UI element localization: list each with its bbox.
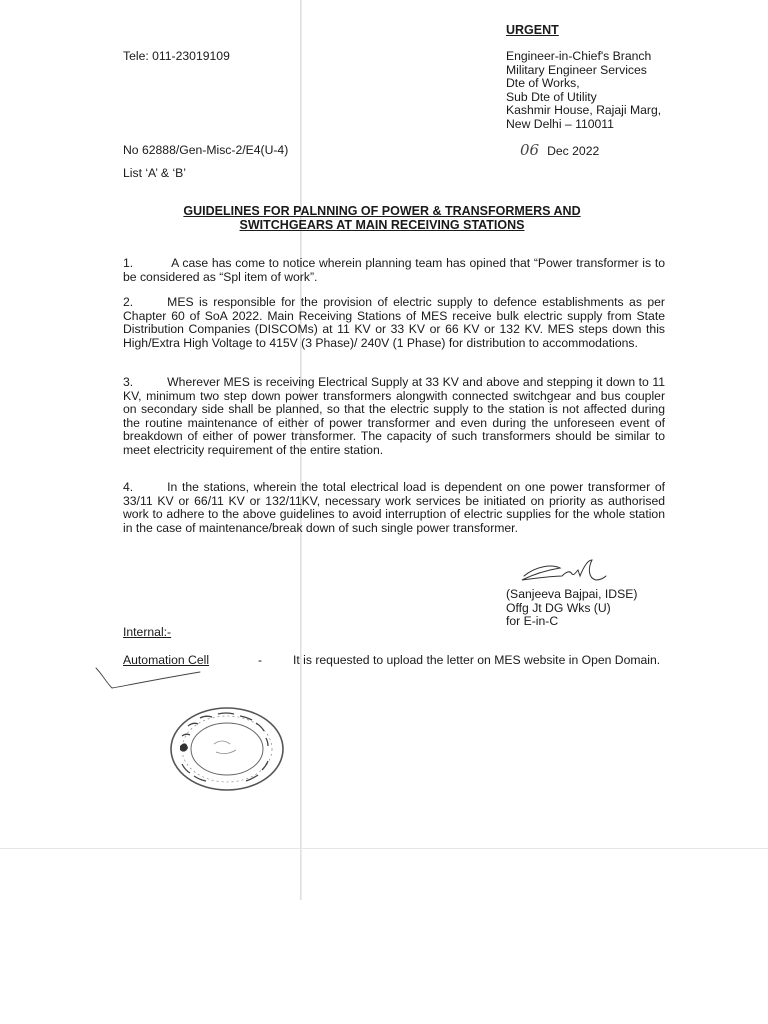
signatory-name: (Sanjeeva Bajpai, IDSE): [506, 587, 638, 601]
distribution-list: List ‘A’ & ‘B’: [123, 166, 186, 180]
paragraph-text: Wherever MES is receiving Electrical Supply at 33 KV and above and stepping it down to 11 KV, minimum two step down power transformers alongwith connected switchgear and bus coupler on secondary side shall be planned, so that the electric supply to the station is not affected during the routine maintenance of either of power transformer and even during the unforeseen event of breakdown of either of power transformer. The capacity of such transformers should be similar to meet electricity requirement of the entire station.: [123, 375, 665, 457]
subject-line: GUIDELINES FOR PALNNING OF POWER & TRANSFORMERS AND: [183, 204, 581, 218]
paragraph-text: MES is responsible for the provision of electric supply to defence establishments as per Chapter 60 of SoA 2022. Main Receiving Stations of MES receive bulk electric supply from State Distribution Companies (DISCOMs) at 11 KV or 33 KV or 66 KV or 132 KV. MES steps down this High/Extra High Voltage to 415V (3 Phase)/ 240V (1 Phase) for distribution to accommodations.: [123, 295, 665, 350]
subject-line: SWITCHGEARS AT MAIN RECEIVING STATIONS: [239, 217, 525, 232]
upload-request-text: It is requested to upload the letter on MES website in Open Domain.: [293, 653, 661, 667]
paragraph-text: A case has come to notice wherein planning team has opined that “Power transformer is to be considered as “Spl item of work”.: [123, 256, 665, 284]
office-address: [506, 50, 661, 132]
office-seal-stamp: [168, 706, 286, 792]
address-line: Dte of Works,: [506, 76, 580, 91]
internal-heading: Internal:-: [123, 625, 172, 639]
reference-number: No 62888/Gen-Misc-2/E4(U-4): [123, 143, 289, 157]
paragraph-2: [123, 296, 665, 350]
address-line: Kashmir House, Rajaji Marg,: [506, 103, 662, 118]
paragraph-number: 1.: [123, 256, 134, 270]
pen-tick-mark: [94, 664, 204, 694]
paragraph-number: 2.: [123, 295, 134, 309]
urgent-label: URGENT: [506, 23, 559, 37]
handwritten-signature: [518, 556, 608, 588]
telephone: Tele: 011-23019109: [123, 49, 230, 63]
address-line: Military Engineer Services: [506, 62, 647, 77]
letter-date: [520, 141, 600, 159]
subject-heading: [123, 205, 641, 232]
signatory-block: [506, 588, 637, 629]
address-line: New Delhi – 110011: [506, 116, 614, 131]
address-line: Sub Dte of Utility: [506, 89, 597, 104]
paragraph-3: [123, 376, 665, 458]
paragraph-4: [123, 481, 665, 535]
date-month-year: Dec 2022: [547, 144, 600, 158]
address-line: Engineer-in-Chief's Branch: [506, 49, 652, 63]
recipient-automation-cell: Automation Cell: [123, 653, 210, 667]
paragraph-number: 4.: [123, 480, 134, 494]
paragraph-number: 3.: [123, 375, 134, 389]
handwritten-day: 06: [520, 141, 540, 159]
paragraph-text: In the stations, wherein the total electrical load is dependent on one power transformer of 33/11 KV or 66/11 KV or 132/11KV, necessary work services be initiated on priority as authorised work to adhere to the above guidelines to avoid interruption of electric supplies for the whole station in the case of maintenance/break down of such single power transformer.: [123, 480, 665, 535]
signatory-for: for E-in-C: [506, 614, 559, 629]
separator-dash: -: [258, 653, 263, 667]
signatory-designation: Offg Jt DG Wks (U): [506, 600, 611, 615]
paragraph-1: [123, 257, 665, 284]
scan-edge-line: [0, 848, 768, 849]
